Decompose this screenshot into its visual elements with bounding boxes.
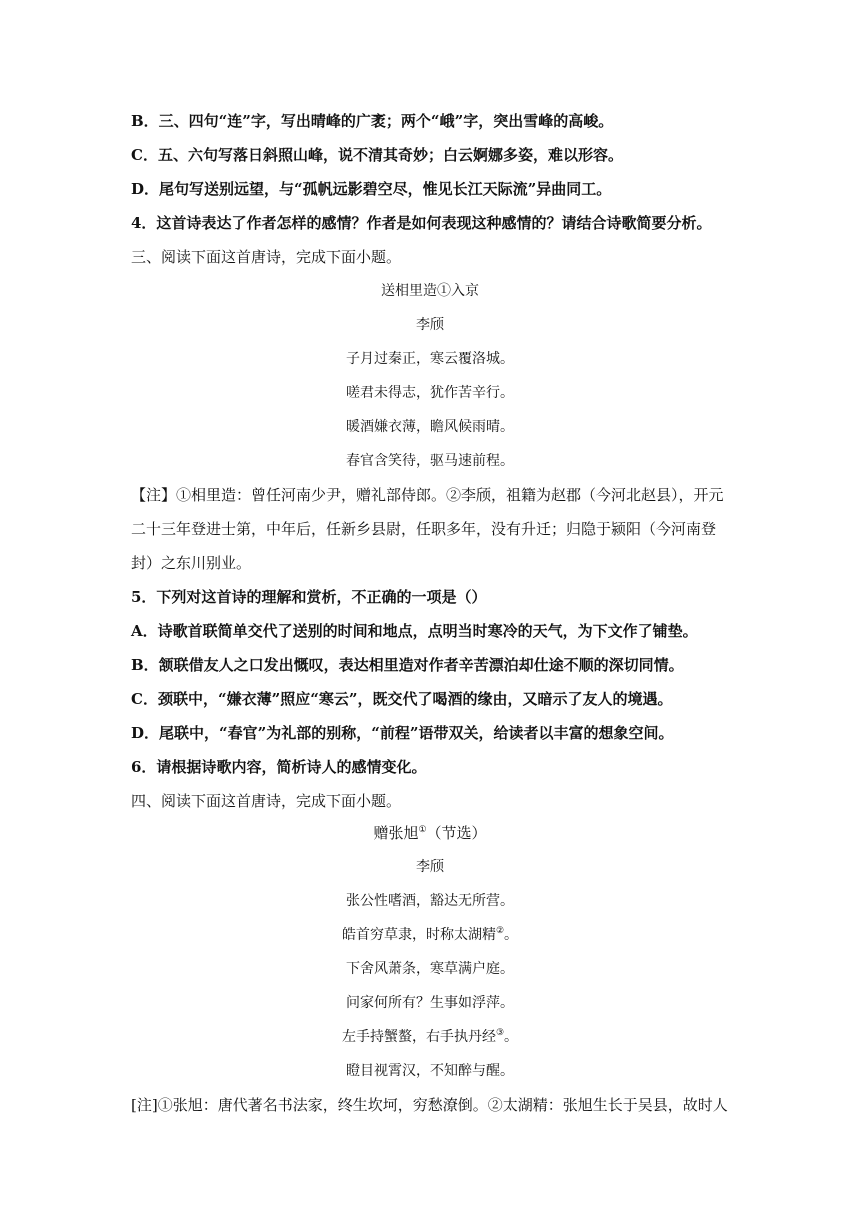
note-line: [注]①张旭：唐代著名书法家，终生坎坷，穷愁潦倒。②太湖精：张旭生长于吴县，故时人 [131, 1096, 728, 1114]
poem-line: 子月过秦正，寒云覆洛城。 [346, 351, 514, 367]
note-line: 封）之东川别业。 [131, 554, 252, 572]
section-3-heading: 三、阅读下面这首唐诗，完成下面小题。 [131, 248, 402, 266]
question-6: 6．请根据诗歌内容，简析诗人的感情变化。 [131, 758, 427, 776]
q5-option-d: D．尾联中，“春官”为礼部的别称，“前程”语带双关，给读者以丰富的想象空间。 [131, 724, 674, 742]
poem-line: 嗟君未得志，犹作苦辛行。 [346, 385, 514, 401]
poem-line: 下舍风萧条，寒草满户庭。 [346, 961, 514, 977]
poem-line: 暖酒嫌衣薄，瞻风候雨晴。 [346, 419, 514, 435]
poem-line: 问家何所有？生事如浮萍。 [346, 995, 514, 1011]
poem-author-2: 李颀 [416, 859, 444, 875]
poem-line: 瞪目视霄汉，不知醉与醒。 [346, 1063, 514, 1079]
poem-title-2: 赠张旭①（节选） [373, 824, 487, 842]
poem-line: 皓首穷草隶，时称太湖精②。 [341, 926, 519, 943]
question-5: 5．下列对这首诗的理解和赏析，不正确的一项是（） [131, 588, 487, 606]
note-line: 二十三年登进士第，中年后，任新乡县尉，任职多年，没有升迁；归隐于颍阳（今河南登 [131, 520, 717, 538]
q5-option-a: A．诗歌首联简单交代了送别的时间和地点，点明当时寒冷的天气，为下文作了铺垫。 [131, 622, 698, 640]
poem-author-1: 李颀 [416, 317, 444, 333]
q3-option-d: D．尾句写送别远望，与“孤帆远影碧空尽，惟见长江天际流”异曲同工。 [131, 180, 612, 198]
poem-line: 张公性嗜酒，豁达无所营。 [346, 893, 514, 909]
section-4-heading: 四、阅读下面这首唐诗，完成下面小题。 [131, 792, 402, 810]
note-line: 【注】①相里造：曾任河南少尹，赠礼部侍郎。②李颀，祖籍为赵郡（今河北赵县），开元 [131, 486, 724, 504]
poem-line: 左手持蟹螯，右手执丹经③。 [341, 1028, 519, 1045]
q5-option-c: C．颈联中，“嫌衣薄”照应“寒云”，既交代了喝酒的缘由，又暗示了友人的境遇。 [131, 690, 673, 708]
poem-line: 春官含笑待，驱马速前程。 [346, 453, 514, 469]
poem-title-1: 送相里造①入京 [381, 283, 479, 299]
question-4: 4．这首诗表达了作者怎样的感情？作者是如何表现这种感情的？请结合诗歌简要分析。 [131, 214, 712, 232]
q5-option-b: B．颔联借友人之口发出慨叹，表达相里造对作者辛苦漂泊却仕途不顺的深切同情。 [131, 656, 684, 674]
q3-option-c: C．五、六句写落日斜照山峰，说不清其奇妙；白云婀娜多姿，难以形容。 [131, 146, 623, 164]
q3-option-b: B．三、四句“连”字，写出晴峰的广袤；两个“峨”字，突出雪峰的高峻。 [131, 112, 614, 130]
